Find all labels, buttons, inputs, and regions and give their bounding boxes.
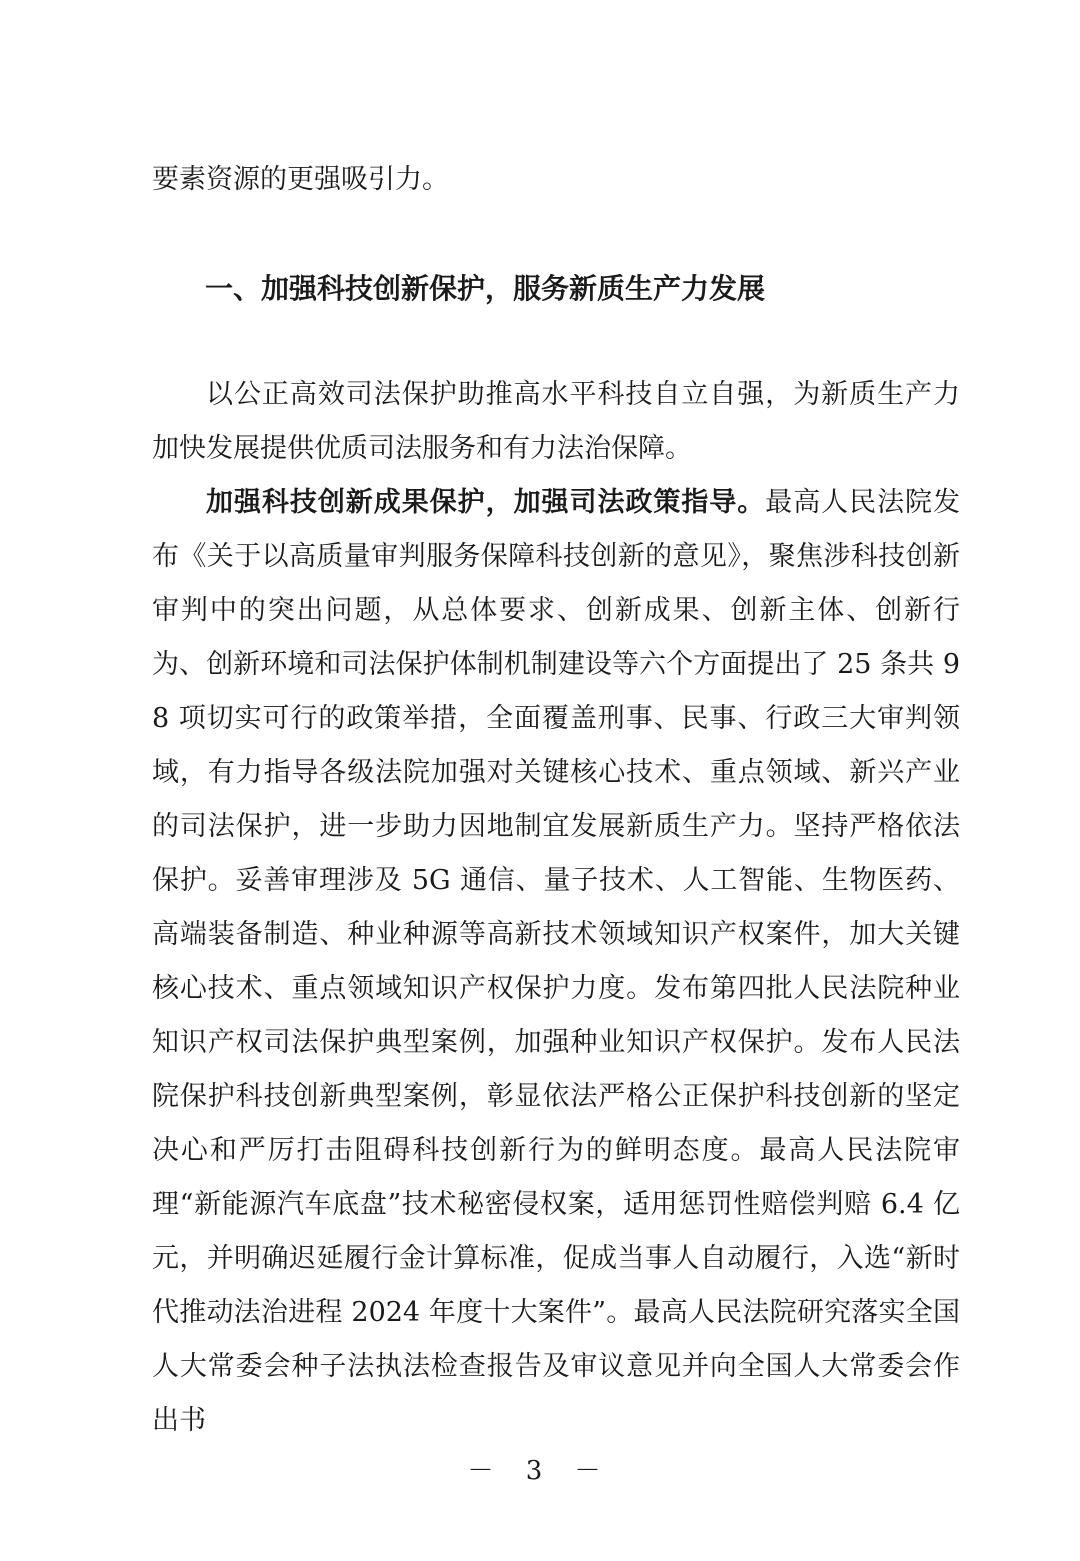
paragraph-2-body: 最高人民法院发布《关于以高质量审判服务保障科技创新的意见》，聚焦涉科技创新审判中的突出问题，从总体要求、创新成果、创新主体、创新行为、创新环境和司法保护体制机制建设等六个方面提出了 25 条共 98 项切实可行的政策举措，全面覆盖刑事、民事、行政三大审判领域，有力指导各级法院加强对关键核心技术、重点领域、新兴产业的司法保护，进一步助力因地制宜发展新质生产力。坚持严格依法保护。妥善审理涉及 5G 通信、量子技术、人工智能、生物医药、高端装备制造、种业种源等高新技术领域知识产权案件，加大关键核心技术、重点领域知识产权保护力度。发布第四批人民法院种业知识产权司法保护典型案例，加强种业知识产权保护。发布人民法院保护科技创新典型案例，彰显依法严格公正保护科技创新的坚定决心和严厉打击阻碍科技创新行为的鲜明态度。最高人民法院审理“新能源汽车底盘”技术秘密侵权案，适用惩罚性赔偿判赔 6.4 亿元，并明确迟延履行金计算标准，促成当事人自动履行，入选“新时代推动法治进程 2024 年度十大案件”。最高人民法院研究落实全国人大常委会种子法执法检查报告及审议意见并向全国人大常委会作出书 (152, 487, 961, 1436)
continuation-text: 要素资源的更强吸引力。 (152, 164, 449, 195)
section-heading: 一、加强科技创新保护，服务新质生产力发展 (205, 272, 766, 305)
paragraph-2 (152, 476, 960, 1448)
page-number: － 3 － (467, 1456, 613, 1486)
paragraph-1: 以公正高效司法保护助推高水平科技自立自强，为新质生产力加快发展提供优质司法服务和有力法治保障。 (152, 379, 960, 464)
paragraph-2-bold-lead: 加强科技创新成果保护，加强司法政策指导。 (206, 487, 766, 518)
